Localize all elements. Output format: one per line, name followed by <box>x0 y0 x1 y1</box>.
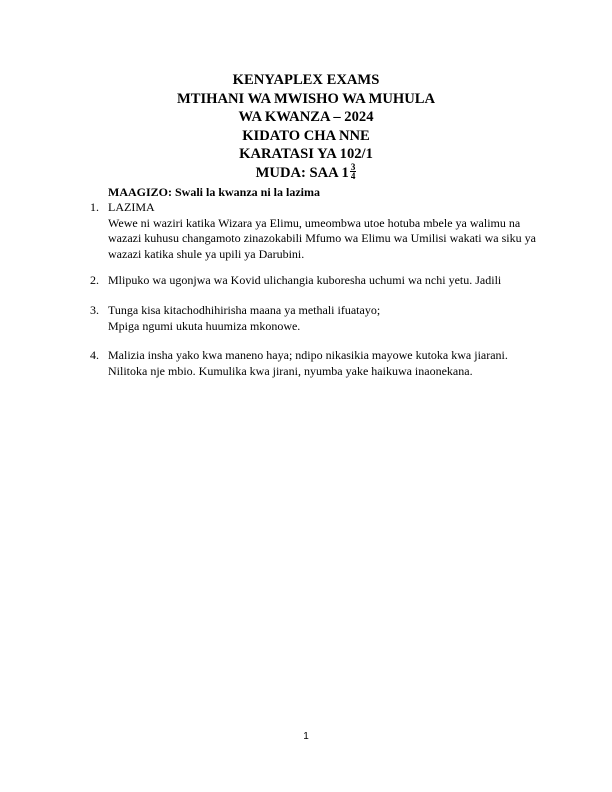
page-number: 1 <box>303 731 309 742</box>
exam-title: MTIHANI WA MWISHO WA MUHULA <box>176 90 436 107</box>
question-text: Malizia insha yako kwa maneno haya; ndipo nikasikia mayowe kutoka kwa jiarani. Nilitoka nje mbio. Kumulika kwa jirani, nyumba yake haikuwa inaonekana. <box>108 348 508 378</box>
question-text: Tunga kisa kitachodhihirisha maana ya methali ifuatayo; Mpiga ngumi ukuta huumiza mkonowe. <box>108 303 381 333</box>
question-text: LAZIMA Wewe ni waziri katika Wizara ya Elimu, umeombwa utoe hotuba mbele ya walimu na wazazi kuhusu changamoto zinazokabili Mfumo wa Elimu wa Umilisi wakati wa siku ya wazazi katika shule ya upili ya Darubini. <box>108 200 536 261</box>
exam-form: KIDATO CHA NNE <box>242 127 370 144</box>
duration-label: MUDA: SAA 1 <box>255 164 349 181</box>
instructions: MAAGIZO: Swali la kwanza ni la lazima <box>108 185 321 199</box>
question-number: 3. <box>90 303 99 317</box>
exam-header <box>0 71 612 182</box>
exam-duration <box>0 161 612 183</box>
question-number: 1. <box>90 200 99 214</box>
exam-paper: KARATASI YA 102/1 <box>239 146 373 162</box>
question-number: 4. <box>90 348 99 362</box>
question-text: Mlipuko wa ugonjwa wa Kovid ulichangia kuboresha uchumi wa nchi yetu. Jadili <box>108 273 502 287</box>
duration-fraction: $\frac{3}{4}$ <box>350 161 356 181</box>
exam-term: WA KWANZA – 2024 <box>238 109 374 125</box>
exam-provider: KENYAPLEX EXAMS <box>232 72 380 88</box>
question-number: 2. <box>90 273 99 287</box>
